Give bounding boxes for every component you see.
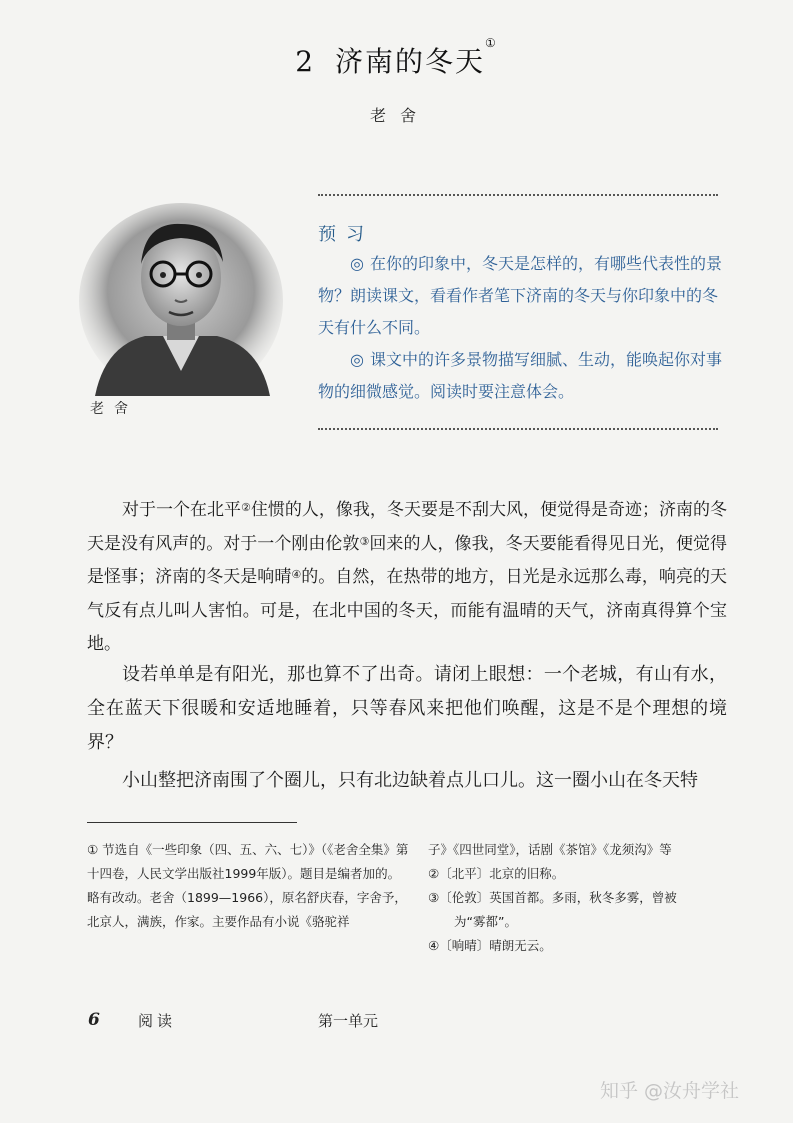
text-run: 回来的人，像我，冬天要能看得见日光，便觉得是怪事；济南的冬天是响晴 (87, 533, 728, 587)
footnote-mark: ③ (359, 534, 370, 548)
bullet-icon: ◎ (350, 350, 364, 369)
footnote-4: ④〔响晴〕晴朗无云。 (428, 938, 552, 953)
footnote-mark: ② (241, 501, 251, 514)
preview-item-text: 课文中的许多景物描写细腻、生动，能唤起你对事物的细微感觉。阅读时要注意体会。 (318, 350, 722, 401)
footnote-rule (87, 822, 297, 823)
footnote-3: ③〔伦敦〕英国首都。多雨，秋冬多雾，曾被 (428, 890, 677, 905)
section-label: 阅读 (138, 1012, 177, 1030)
watermark: 知乎 @汝舟学社 (600, 1080, 740, 1102)
body-paragraph: 小山整把济南围了个圈儿，只有北边缺着点儿口儿。这一圈小山在冬天特 (122, 770, 698, 791)
preview-item (318, 344, 728, 408)
page-number: 6 (88, 1010, 100, 1030)
footnote-mark: ④ (291, 568, 302, 581)
preview-heading: 预习 (318, 224, 374, 245)
preview-item-text: 在你的印象中，冬天是怎样的，有哪些代表性的景物？朗读课文，看看作者笔下济南的冬天与你印象中的冬天有什么不同。 (318, 254, 722, 337)
portrait-caption: 老舍 (90, 401, 138, 417)
lesson-title (0, 36, 793, 80)
footnote-1-continued: 子》《四世同堂》，话剧《茶馆》《龙须沟》等 (428, 842, 672, 857)
footnote-3-continued: 为“雾都”。 (454, 914, 517, 929)
unit-label: 第一单元 (318, 1012, 379, 1030)
lesson-number: 2 (295, 45, 316, 78)
preview-divider-top (318, 194, 718, 196)
author-portrait (75, 196, 287, 396)
text-run: 住惯的人，像我，冬天要是不刮大风，便觉得是奇迹；济南的冬天是没有风声的。对于一个刚由伦敦 (87, 500, 728, 554)
preview-item (318, 248, 728, 344)
footnotes-right-column (428, 838, 728, 958)
footnote-1: ① 节选自《一些印象（四、五、六、七）》（《老舍全集》第十四卷，人民文学出版社1999年版）。题目是编者加的。略有改动。老舍（1899—1966），原名舒庆春，字舍予，北京人，满族，作家。主要作品有小说《骆驼祥 (87, 842, 409, 929)
preview-divider-bottom (318, 428, 718, 430)
text-run: 的。自然，在热带的地方，日光是永远那么毒，响亮的天气反有点儿叫人害怕。可是，在北中国的冬天，而能有温晴的天气，济南真得算个宝地。 (87, 567, 728, 654)
text-run: 对于一个在北平 (122, 500, 242, 520)
bullet-icon: ◎ (350, 254, 364, 273)
body-paragraph: 设若单单是有阳光，那也算不了出奇。请闭上眼想：一个老城，有山有水，全在蓝天下很暖和安适地睡着，只等春风来把他们唤醒，这是不是个理想的境界？ (87, 664, 727, 753)
footnote-2: ②〔北平〕北京的旧称。 (428, 866, 565, 881)
lesson-title-text: 济南的冬天 (335, 45, 486, 78)
body-paragraph (87, 494, 727, 662)
title-footnote-mark: ① (485, 36, 498, 50)
author-name: 老舍 (370, 106, 431, 125)
